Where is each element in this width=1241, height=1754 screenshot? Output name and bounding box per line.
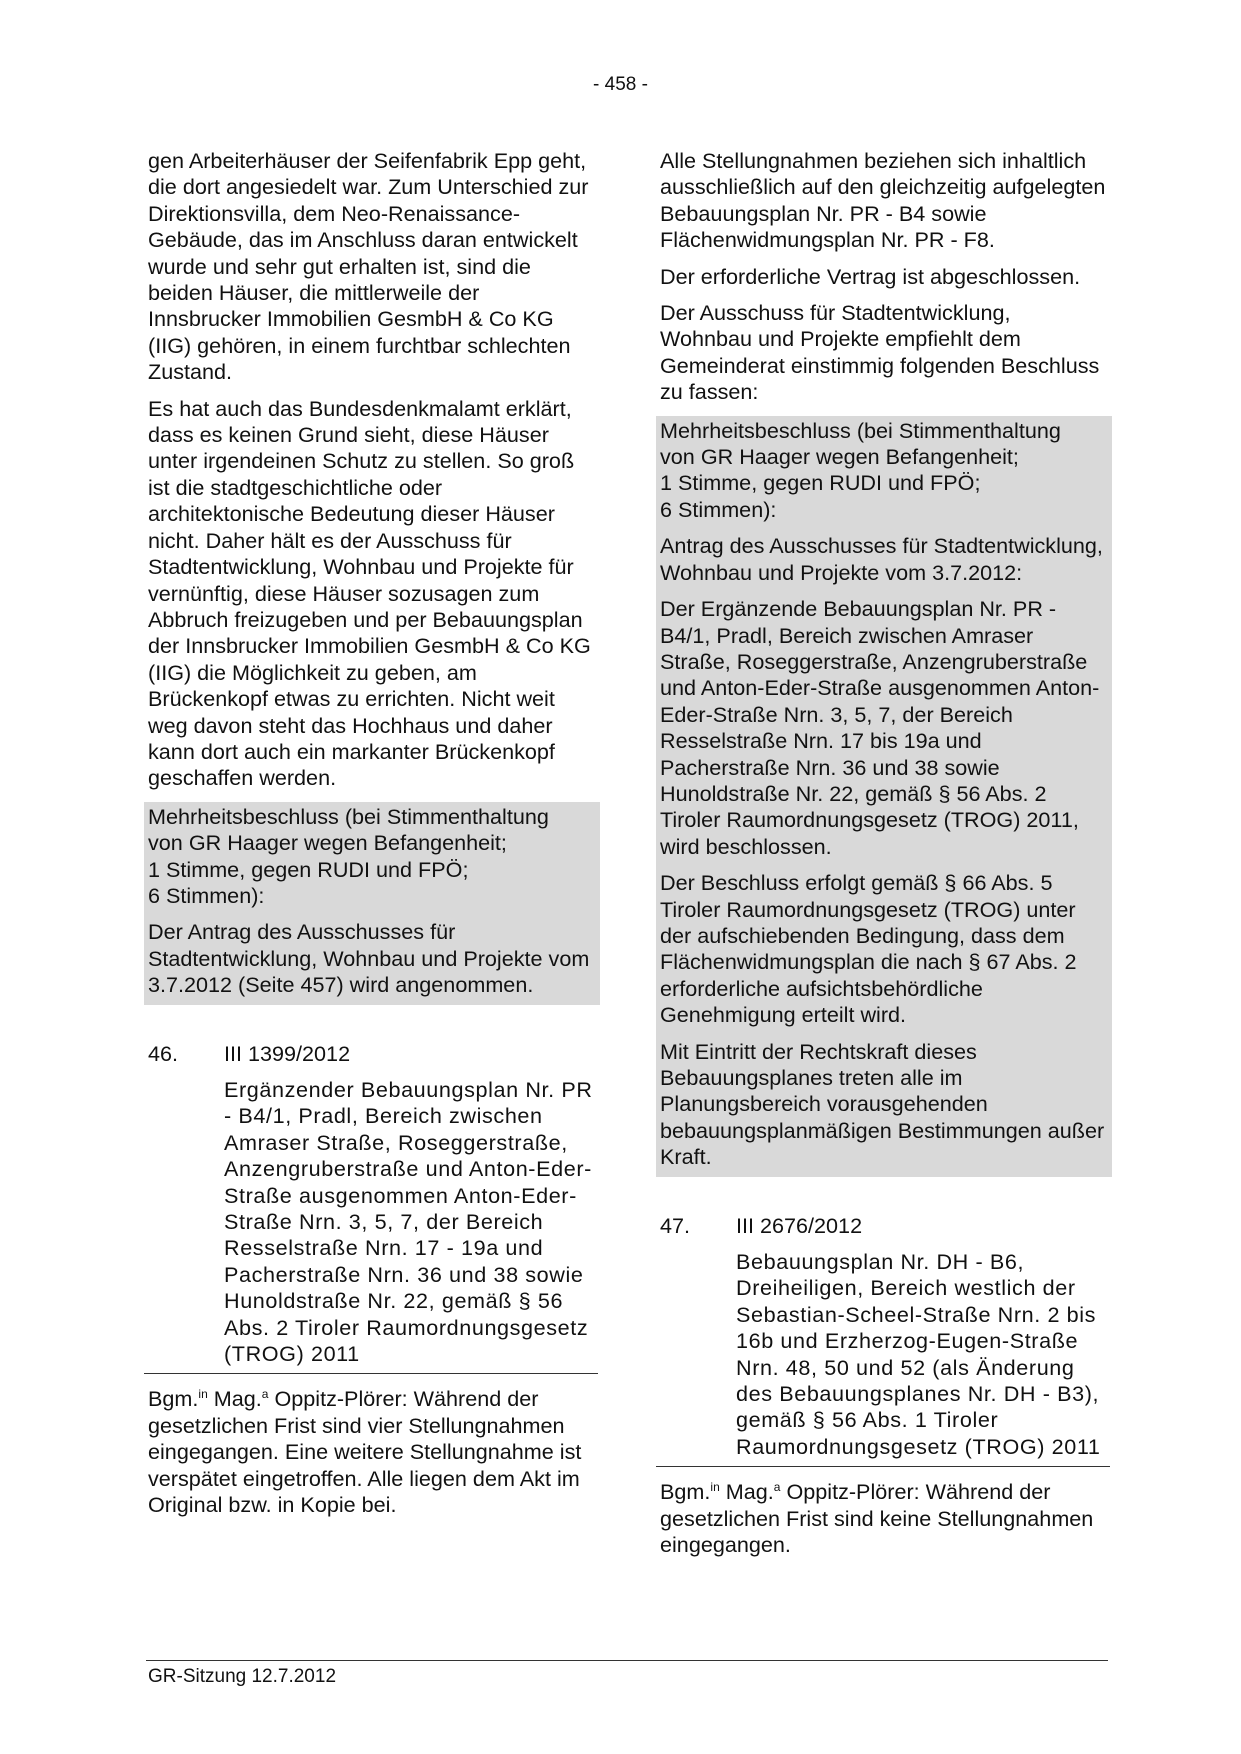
- agenda-title: Ergänzender Bebauungsplan Nr. PR - B4/1, Pradl, Bereich zwischen Amraser Straße, Roseggerstraße, Anzengruberstraße und Anton-Eder-Straße ausgenommen Anton-Eder-Straße Nrn. 3, 5, 7, der Bereich Resselstraße Nrn. 17 - 19a und Pacherstraße Nrn. 36 und 38 sowie Hunoldstraße Nr. 22, gemäß § 56 Abs. 2 Tiroler Raumordnungsgesetz (TROG) 2011: [224, 1077, 593, 1367]
- paragraph: Es hat auch das Bundesdenkmalamt erklärt, dass es keinen Grund sieht, diese Häuser unter irgendeinen Schutz zu stellen. So groß ist die stadtgeschichtliche oder architektonische Bedeutung dieser Häuser nicht. Daher hält es der Ausschuss für Stadtentwicklung, Wohnbau und Projekte für vernünftig, diese Häuser sozusagen zum Abbruch freizugeben und per Bebauungsplan der Innsbrucker Immobilien GesmbH & Co KG (IIG) die Möglichkeit zu geben, am Brückenkopf etwas zu errichten. Nicht weit weg davon steht das Hochhaus und daher kann dort auch ein markanter Brückenkopf geschaffen werden.: [148, 395, 591, 791]
- divider: [144, 1373, 598, 1374]
- speaker-statement: Bgm.$^{in}$ Mag.$^a$ Oppitz-Plörer: Während der gesetzlichen Frist sind keine Stellungnahmen eingegangen.: [660, 1479, 1094, 1558]
- footer-text: GR-Sitzung 12.7.2012: [148, 1666, 337, 1687]
- page-number: - 458 -: [593, 74, 648, 95]
- paragraph: Der erforderliche Vertrag ist abgeschlossen.: [660, 263, 1081, 289]
- resolution-box: [656, 416, 1112, 1177]
- resolution-text: Der Antrag des Ausschusses für Stadtentwicklung, Wohnbau und Projekte vom 3.7.2012 (Seite 457) wird angenommen.: [148, 919, 590, 998]
- resolution-effect: Mit Eintritt der Rechtskraft dieses Bebauungsplanes treten alle im Planungsbereich vorausgehenden bebauungsplanmäßigen Bestimmungen außer Kraft.: [660, 1038, 1105, 1170]
- resolution-vote: Mehrheitsbeschluss (bei Stimmenthaltung von GR Haager wegen Befangenheit; 1 Stimme, gegen RUDI und FPÖ; 6 Stimmen):: [660, 417, 1061, 522]
- right-column: [660, 148, 1106, 1569]
- paragraph: gen Arbeiterhäuser der Seifenfabrik Epp geht, die dort angesiedelt war. Zum Unterschied zur Direktionsvilla, dem Neo-Renaissance-Gebäude, das im Anschluss daran entwickelt wurde und sehr gut erhalten ist, sind die beiden Häuser, die mittlerweile der Innsbrucker Immobilien GesmbH & Co KG (IIG) gehören, in einem furchtbar schlechten Zustand.: [148, 148, 589, 385]
- paragraph: Alle Stellungnahmen beziehen sich inhaltlich ausschließlich auf den gleichzeitig aufgelegten Bebauungsplan Nr. PR - B4 sowie Flächenwidmungsplan Nr. PR - F8.: [660, 148, 1106, 253]
- agenda-number: 46.: [148, 1040, 179, 1066]
- resolution-motion: Antrag des Ausschusses für Stadtentwicklung, Wohnbau und Projekte vom 3.7.2012:: [660, 533, 1103, 585]
- agenda-title: Bebauungsplan Nr. DH - B6, Dreiheiligen, Bereich westlich der Sebastian-Scheel-Straße Nrn. 2 bis 16b und Erzherzog-Eugen-Straße Nrn. 48, 50 und 52 (als Änderung des Bebauungsplanes Nr. DH - B3), gemäß § 56 Abs. 1 Tiroler Raumordnungsgesetz (TROG) 2011: [736, 1249, 1101, 1459]
- resolution-vote: Mehrheitsbeschluss (bei Stimmenthaltung von GR Haager wegen Befangenheit; 1 Stimme, gegen RUDI und FPÖ; 6 Stimmen):: [148, 803, 549, 908]
- divider: [656, 1466, 1110, 1467]
- agenda-number: 47.: [660, 1212, 691, 1238]
- resolution-decision: Der Ergänzende Bebauungsplan Nr. PR - B4/1, Pradl, Bereich zwischen Amraser Straße, Roseggerstraße, Anzengruberstraße und Anton-Eder-Straße ausgenommen Anton-Eder-Straße Nrn. 3, 5, 7, der Bereich Resselstraße Nrn. 17 bis 19a und Pacherstraße Nrn. 36 und 38 sowie Hunoldstraße Nr. 22, gemäß § 56 Abs. 2 Tiroler Raumordnungsgesetz (TROG) 2011, wird beschlossen.: [660, 596, 1100, 859]
- agenda-reference: III 2676/2012: [736, 1212, 863, 1238]
- agenda-item-47: [660, 1213, 1106, 1468]
- footer-divider: [146, 1660, 1108, 1661]
- paragraph: Der Ausschuss für Stadtentwicklung, Wohnbau und Projekte empfiehlt dem Gemeinderat einstimmig folgenden Beschluss zu fassen:: [660, 300, 1100, 405]
- resolution-condition: Der Beschluss erfolgt gemäß § 66 Abs. 5 Tiroler Raumordnungsgesetz (TROG) unter der aufschiebenden Bedingung, dass dem Flächenwidmungsplan die nach § 67 Abs. 2 erforderliche aufsichtsbehördliche Genehmigung erteilt wird.: [660, 870, 1077, 1028]
- agenda-item-46: [148, 1041, 594, 1375]
- speaker-statement: Bgm.$^{in}$ Mag.$^a$ Oppitz-Plörer: Während der gesetzlichen Frist sind vier Stellungnahmen eingegangen. Eine weitere Stellungnahme ist verspätet eingetroffen. Alle liegen dem Akt im Original bzw. in Kopie bei.: [148, 1386, 582, 1518]
- left-column: [148, 148, 594, 1529]
- agenda-reference: III 1399/2012: [224, 1040, 351, 1066]
- resolution-box: [144, 802, 600, 1005]
